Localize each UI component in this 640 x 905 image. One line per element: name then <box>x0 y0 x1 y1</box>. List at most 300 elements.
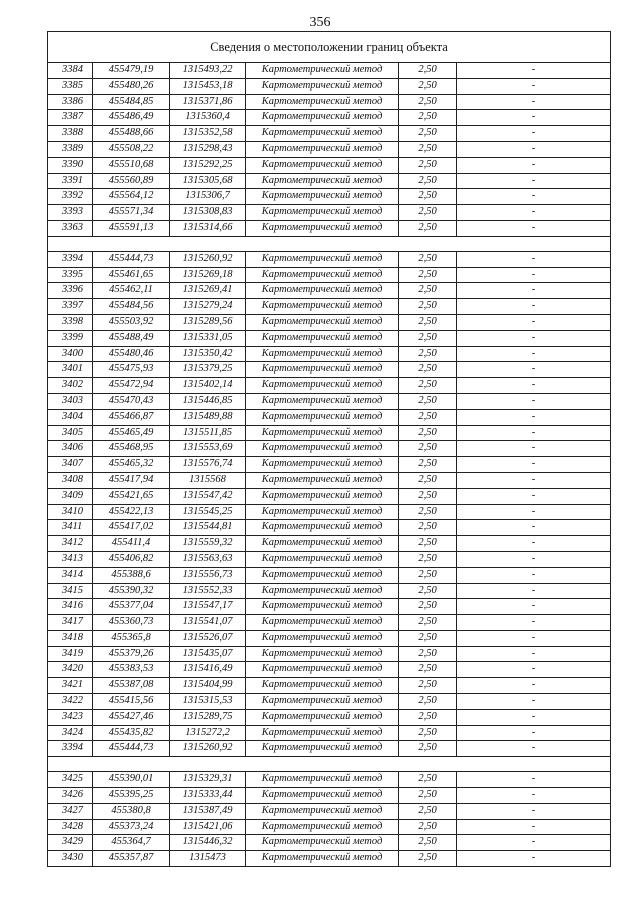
x-coordinate-cell: 455411,4 <box>93 536 170 552</box>
table-row <box>48 378 611 394</box>
precision-cell: 2,50 <box>399 615 457 631</box>
precision-cell: 2,50 <box>399 94 457 110</box>
y-coordinate-cell: 1315387,49 <box>170 803 246 819</box>
precision-cell: 2,50 <box>399 330 457 346</box>
x-coordinate-cell: 455484,56 <box>93 299 170 315</box>
precision-cell: 2,50 <box>399 189 457 205</box>
y-coordinate-cell: 1315289,75 <box>170 709 246 725</box>
precision-cell: 2,50 <box>399 457 457 473</box>
point-number-cell: 3385 <box>48 78 93 94</box>
table-title-row <box>48 32 611 63</box>
method-cell: Картометрический метод <box>246 425 399 441</box>
x-coordinate-cell: 455591,13 <box>93 220 170 236</box>
x-coordinate-cell: 455466,87 <box>93 409 170 425</box>
description-cell: - <box>457 378 611 394</box>
precision-cell: 2,50 <box>399 409 457 425</box>
description-cell: - <box>457 741 611 757</box>
table-row <box>48 267 611 283</box>
method-cell: Картометрический метод <box>246 330 399 346</box>
method-cell: Картометрический метод <box>246 788 399 804</box>
precision-cell: 2,50 <box>399 835 457 851</box>
x-coordinate-cell: 455479,19 <box>93 63 170 79</box>
x-coordinate-cell: 455360,73 <box>93 615 170 631</box>
y-coordinate-cell: 1315350,42 <box>170 346 246 362</box>
description-cell: - <box>457 110 611 126</box>
y-coordinate-cell: 1315305,68 <box>170 173 246 189</box>
method-cell: Картометрический метод <box>246 741 399 757</box>
x-coordinate-cell: 455435,82 <box>93 725 170 741</box>
point-number-cell: 3418 <box>48 630 93 646</box>
point-number-cell: 3396 <box>48 283 93 299</box>
precision-cell: 2,50 <box>399 63 457 79</box>
table-row <box>48 141 611 157</box>
precision-cell: 2,50 <box>399 567 457 583</box>
point-number-cell: 3403 <box>48 393 93 409</box>
method-cell: Картометрический метод <box>246 299 399 315</box>
precision-cell: 2,50 <box>399 78 457 94</box>
y-coordinate-cell: 1315526,07 <box>170 630 246 646</box>
precision-cell: 2,50 <box>399 205 457 221</box>
precision-cell: 2,50 <box>399 630 457 646</box>
y-coordinate-cell: 1315421,06 <box>170 819 246 835</box>
point-number-cell: 3410 <box>48 504 93 520</box>
table-row <box>48 709 611 725</box>
description-cell: - <box>457 504 611 520</box>
method-cell: Картометрический метод <box>246 772 399 788</box>
table-row <box>48 851 611 867</box>
y-coordinate-cell: 1315379,25 <box>170 362 246 378</box>
description-cell: - <box>457 441 611 457</box>
method-cell: Картометрический метод <box>246 694 399 710</box>
table-row <box>48 772 611 788</box>
table-row <box>48 110 611 126</box>
table-row <box>48 251 611 267</box>
method-cell: Картометрический метод <box>246 189 399 205</box>
point-number-cell: 3420 <box>48 662 93 678</box>
point-number-cell: 3387 <box>48 110 93 126</box>
table-row <box>48 567 611 583</box>
method-cell: Картометрический метод <box>246 173 399 189</box>
description-cell: - <box>457 283 611 299</box>
point-number-cell: 3384 <box>48 63 93 79</box>
method-cell: Картометрический метод <box>246 662 399 678</box>
point-number-cell: 3402 <box>48 378 93 394</box>
y-coordinate-cell: 1315402,14 <box>170 378 246 394</box>
description-cell: - <box>457 267 611 283</box>
method-cell: Картометрический метод <box>246 220 399 236</box>
table-row <box>48 283 611 299</box>
method-cell: Картометрический метод <box>246 803 399 819</box>
point-number-cell: 3413 <box>48 551 93 567</box>
precision-cell: 2,50 <box>399 141 457 157</box>
precision-cell: 2,50 <box>399 520 457 536</box>
precision-cell: 2,50 <box>399 819 457 835</box>
method-cell: Картометрический метод <box>246 346 399 362</box>
table-row <box>48 173 611 189</box>
precision-cell: 2,50 <box>399 662 457 678</box>
x-coordinate-cell: 455465,49 <box>93 425 170 441</box>
x-coordinate-cell: 455465,32 <box>93 457 170 473</box>
y-coordinate-cell: 1315308,83 <box>170 205 246 221</box>
point-number-cell: 3425 <box>48 772 93 788</box>
description-cell: - <box>457 567 611 583</box>
table-row <box>48 220 611 236</box>
point-number-cell: 3417 <box>48 615 93 631</box>
y-coordinate-cell: 1315552,33 <box>170 583 246 599</box>
description-cell: - <box>457 94 611 110</box>
y-coordinate-cell: 1315314,66 <box>170 220 246 236</box>
method-cell: Картометрический метод <box>246 615 399 631</box>
description-cell: - <box>457 646 611 662</box>
point-number-cell: 3430 <box>48 851 93 867</box>
table-row <box>48 694 611 710</box>
y-coordinate-cell: 1315446,32 <box>170 835 246 851</box>
y-coordinate-cell: 1315289,56 <box>170 314 246 330</box>
table-row <box>48 678 611 694</box>
y-coordinate-cell: 1315333,44 <box>170 788 246 804</box>
y-coordinate-cell: 1315329,31 <box>170 772 246 788</box>
table-row <box>48 393 611 409</box>
x-coordinate-cell: 455365,8 <box>93 630 170 646</box>
table-row <box>48 346 611 362</box>
description-cell: - <box>457 63 611 79</box>
description-cell: - <box>457 126 611 142</box>
method-cell: Картометрический метод <box>246 504 399 520</box>
x-coordinate-cell: 455373,24 <box>93 819 170 835</box>
point-number-cell: 3406 <box>48 441 93 457</box>
table-row <box>48 205 611 221</box>
x-coordinate-cell: 455480,26 <box>93 78 170 94</box>
point-number-cell: 3398 <box>48 314 93 330</box>
precision-cell: 2,50 <box>399 173 457 189</box>
point-number-cell: 3397 <box>48 299 93 315</box>
table-row <box>48 835 611 851</box>
description-cell: - <box>457 457 611 473</box>
point-number-cell: 3390 <box>48 157 93 173</box>
y-coordinate-cell: 1315541,07 <box>170 615 246 631</box>
table-row <box>48 741 611 757</box>
method-cell: Картометрический метод <box>246 472 399 488</box>
x-coordinate-cell: 455571,34 <box>93 205 170 221</box>
point-number-cell: 3415 <box>48 583 93 599</box>
method-cell: Картометрический метод <box>246 819 399 835</box>
y-coordinate-cell: 1315576,74 <box>170 457 246 473</box>
precision-cell: 2,50 <box>399 472 457 488</box>
description-cell: - <box>457 393 611 409</box>
method-cell: Картометрический метод <box>246 678 399 694</box>
y-coordinate-cell: 1315559,32 <box>170 536 246 552</box>
x-coordinate-cell: 455417,94 <box>93 472 170 488</box>
description-cell: - <box>457 409 611 425</box>
point-number-cell: 3422 <box>48 694 93 710</box>
y-coordinate-cell: 1315563,63 <box>170 551 246 567</box>
method-cell: Картометрический метод <box>246 835 399 851</box>
table-row <box>48 819 611 835</box>
point-number-cell: 3399 <box>48 330 93 346</box>
table-row <box>48 488 611 504</box>
y-coordinate-cell: 1315315,53 <box>170 694 246 710</box>
point-number-cell: 3407 <box>48 457 93 473</box>
point-number-cell: 3428 <box>48 819 93 835</box>
point-number-cell: 3414 <box>48 567 93 583</box>
method-cell: Картометрический метод <box>246 393 399 409</box>
y-coordinate-cell: 1315298,43 <box>170 141 246 157</box>
table-row <box>48 126 611 142</box>
method-cell: Картометрический метод <box>246 205 399 221</box>
x-coordinate-cell: 455415,56 <box>93 694 170 710</box>
point-number-cell: 3427 <box>48 803 93 819</box>
x-coordinate-cell: 455510,68 <box>93 157 170 173</box>
description-cell: - <box>457 520 611 536</box>
y-coordinate-cell: 1315553,69 <box>170 441 246 457</box>
precision-cell: 2,50 <box>399 220 457 236</box>
table-row <box>48 409 611 425</box>
y-coordinate-cell: 1315453,18 <box>170 78 246 94</box>
y-coordinate-cell: 1315556,73 <box>170 567 246 583</box>
y-coordinate-cell: 1315279,24 <box>170 299 246 315</box>
x-coordinate-cell: 455444,73 <box>93 251 170 267</box>
precision-cell: 2,50 <box>399 362 457 378</box>
description-cell: - <box>457 157 611 173</box>
x-coordinate-cell: 455488,49 <box>93 330 170 346</box>
x-coordinate-cell: 455468,95 <box>93 441 170 457</box>
point-number-cell: 3423 <box>48 709 93 725</box>
method-cell: Картометрический метод <box>246 520 399 536</box>
precision-cell: 2,50 <box>399 803 457 819</box>
x-coordinate-cell: 455390,32 <box>93 583 170 599</box>
y-coordinate-cell: 1315260,92 <box>170 741 246 757</box>
description-cell: - <box>457 472 611 488</box>
table-row <box>48 299 611 315</box>
method-cell: Картометрический метод <box>246 851 399 867</box>
y-coordinate-cell: 1315568 <box>170 472 246 488</box>
table-row <box>48 157 611 173</box>
method-cell: Картометрический метод <box>246 630 399 646</box>
precision-cell: 2,50 <box>399 283 457 299</box>
x-coordinate-cell: 455508,22 <box>93 141 170 157</box>
point-number-cell: 3363 <box>48 220 93 236</box>
method-cell: Картометрический метод <box>246 567 399 583</box>
method-cell: Картометрический метод <box>246 725 399 741</box>
method-cell: Картометрический метод <box>246 646 399 662</box>
description-cell: - <box>457 630 611 646</box>
point-number-cell: 3392 <box>48 189 93 205</box>
point-number-cell: 3421 <box>48 678 93 694</box>
y-coordinate-cell: 1315306,7 <box>170 189 246 205</box>
precision-cell: 2,50 <box>399 788 457 804</box>
precision-cell: 2,50 <box>399 741 457 757</box>
x-coordinate-cell: 455387,08 <box>93 678 170 694</box>
x-coordinate-cell: 455462,11 <box>93 283 170 299</box>
y-coordinate-cell: 1315404,99 <box>170 678 246 694</box>
description-cell: - <box>457 251 611 267</box>
table-row <box>48 646 611 662</box>
method-cell: Картометрический метод <box>246 488 399 504</box>
method-cell: Картометрический метод <box>246 551 399 567</box>
description-cell: - <box>457 78 611 94</box>
x-coordinate-cell: 455406,82 <box>93 551 170 567</box>
precision-cell: 2,50 <box>399 851 457 867</box>
separator-cell <box>48 236 611 251</box>
method-cell: Картометрический метод <box>246 126 399 142</box>
precision-cell: 2,50 <box>399 678 457 694</box>
point-number-cell: 3388 <box>48 126 93 142</box>
description-cell: - <box>457 694 611 710</box>
precision-cell: 2,50 <box>399 393 457 409</box>
table-row <box>48 78 611 94</box>
y-coordinate-cell: 1315547,17 <box>170 599 246 615</box>
method-cell: Картометрический метод <box>246 94 399 110</box>
point-number-cell: 3424 <box>48 725 93 741</box>
x-coordinate-cell: 455364,7 <box>93 835 170 851</box>
x-coordinate-cell: 455417,02 <box>93 520 170 536</box>
table-row <box>48 615 611 631</box>
x-coordinate-cell: 455444,73 <box>93 741 170 757</box>
precision-cell: 2,50 <box>399 646 457 662</box>
table-row <box>48 457 611 473</box>
method-cell: Картометрический метод <box>246 536 399 552</box>
x-coordinate-cell: 455475,93 <box>93 362 170 378</box>
point-number-cell: 3405 <box>48 425 93 441</box>
precision-cell: 2,50 <box>399 504 457 520</box>
method-cell: Картометрический метод <box>246 157 399 173</box>
method-cell: Картометрический метод <box>246 314 399 330</box>
y-coordinate-cell: 1315260,92 <box>170 251 246 267</box>
x-coordinate-cell: 455422,13 <box>93 504 170 520</box>
x-coordinate-cell: 455488,66 <box>93 126 170 142</box>
point-number-cell: 3409 <box>48 488 93 504</box>
y-coordinate-cell: 1315272,2 <box>170 725 246 741</box>
description-cell: - <box>457 189 611 205</box>
precision-cell: 2,50 <box>399 110 457 126</box>
precision-cell: 2,50 <box>399 425 457 441</box>
precision-cell: 2,50 <box>399 157 457 173</box>
description-cell: - <box>457 346 611 362</box>
group-separator-row <box>48 236 611 251</box>
table-row <box>48 803 611 819</box>
y-coordinate-cell: 1315511,85 <box>170 425 246 441</box>
description-cell: - <box>457 599 611 615</box>
y-coordinate-cell: 1315446,85 <box>170 393 246 409</box>
description-cell: - <box>457 299 611 315</box>
x-coordinate-cell: 455390,01 <box>93 772 170 788</box>
table-row <box>48 362 611 378</box>
table-row <box>48 472 611 488</box>
precision-cell: 2,50 <box>399 725 457 741</box>
method-cell: Картометрический метод <box>246 457 399 473</box>
y-coordinate-cell: 1315360,4 <box>170 110 246 126</box>
x-coordinate-cell: 455357,87 <box>93 851 170 867</box>
point-number-cell: 3411 <box>48 520 93 536</box>
y-coordinate-cell: 1315269,41 <box>170 283 246 299</box>
description-cell: - <box>457 803 611 819</box>
precision-cell: 2,50 <box>399 551 457 567</box>
description-cell: - <box>457 851 611 867</box>
precision-cell: 2,50 <box>399 772 457 788</box>
table-row <box>48 630 611 646</box>
x-coordinate-cell: 455395,25 <box>93 788 170 804</box>
table-row <box>48 425 611 441</box>
description-cell: - <box>457 205 611 221</box>
precision-cell: 2,50 <box>399 441 457 457</box>
method-cell: Картометрический метод <box>246 251 399 267</box>
table-row <box>48 314 611 330</box>
x-coordinate-cell: 455461,65 <box>93 267 170 283</box>
description-cell: - <box>457 362 611 378</box>
precision-cell: 2,50 <box>399 536 457 552</box>
description-cell: - <box>457 220 611 236</box>
y-coordinate-cell: 1315473 <box>170 851 246 867</box>
table-row <box>48 63 611 79</box>
point-number-cell: 3395 <box>48 267 93 283</box>
description-cell: - <box>457 615 611 631</box>
x-coordinate-cell: 455388,6 <box>93 567 170 583</box>
table-row <box>48 504 611 520</box>
point-number-cell: 3389 <box>48 141 93 157</box>
precision-cell: 2,50 <box>399 346 457 362</box>
x-coordinate-cell: 455564,12 <box>93 189 170 205</box>
method-cell: Картометрический метод <box>246 78 399 94</box>
y-coordinate-cell: 1315371,86 <box>170 94 246 110</box>
method-cell: Картометрический метод <box>246 110 399 126</box>
description-cell: - <box>457 835 611 851</box>
precision-cell: 2,50 <box>399 694 457 710</box>
y-coordinate-cell: 1315544,81 <box>170 520 246 536</box>
table-row <box>48 599 611 615</box>
point-number-cell: 3408 <box>48 472 93 488</box>
group-separator-row <box>48 757 611 772</box>
point-number-cell: 3426 <box>48 788 93 804</box>
precision-cell: 2,50 <box>399 251 457 267</box>
x-coordinate-cell: 455486,49 <box>93 110 170 126</box>
method-cell: Картометрический метод <box>246 63 399 79</box>
point-number-cell: 3394 <box>48 741 93 757</box>
description-cell: - <box>457 788 611 804</box>
description-cell: - <box>457 488 611 504</box>
table-row <box>48 520 611 536</box>
method-cell: Картометрический метод <box>246 409 399 425</box>
method-cell: Картометрический метод <box>246 378 399 394</box>
table-row <box>48 583 611 599</box>
page-number: 356 <box>309 15 331 30</box>
y-coordinate-cell: 1315435,07 <box>170 646 246 662</box>
precision-cell: 2,50 <box>399 126 457 142</box>
point-number-cell: 3393 <box>48 205 93 221</box>
separator-cell <box>48 757 611 772</box>
point-number-cell: 3419 <box>48 646 93 662</box>
method-cell: Картометрический метод <box>246 599 399 615</box>
description-cell: - <box>457 141 611 157</box>
table-row <box>48 441 611 457</box>
point-number-cell: 3391 <box>48 173 93 189</box>
x-coordinate-cell: 455379,26 <box>93 646 170 662</box>
precision-cell: 2,50 <box>399 378 457 394</box>
method-cell: Картометрический метод <box>246 709 399 725</box>
point-number-cell: 3394 <box>48 251 93 267</box>
method-cell: Картометрический метод <box>246 441 399 457</box>
table-row <box>48 94 611 110</box>
description-cell: - <box>457 425 611 441</box>
precision-cell: 2,50 <box>399 599 457 615</box>
description-cell: - <box>457 709 611 725</box>
y-coordinate-cell: 1315331,05 <box>170 330 246 346</box>
description-cell: - <box>457 551 611 567</box>
y-coordinate-cell: 1315416,49 <box>170 662 246 678</box>
table-row <box>48 788 611 804</box>
y-coordinate-cell: 1315292,25 <box>170 157 246 173</box>
point-number-cell: 3401 <box>48 362 93 378</box>
table-row <box>48 662 611 678</box>
